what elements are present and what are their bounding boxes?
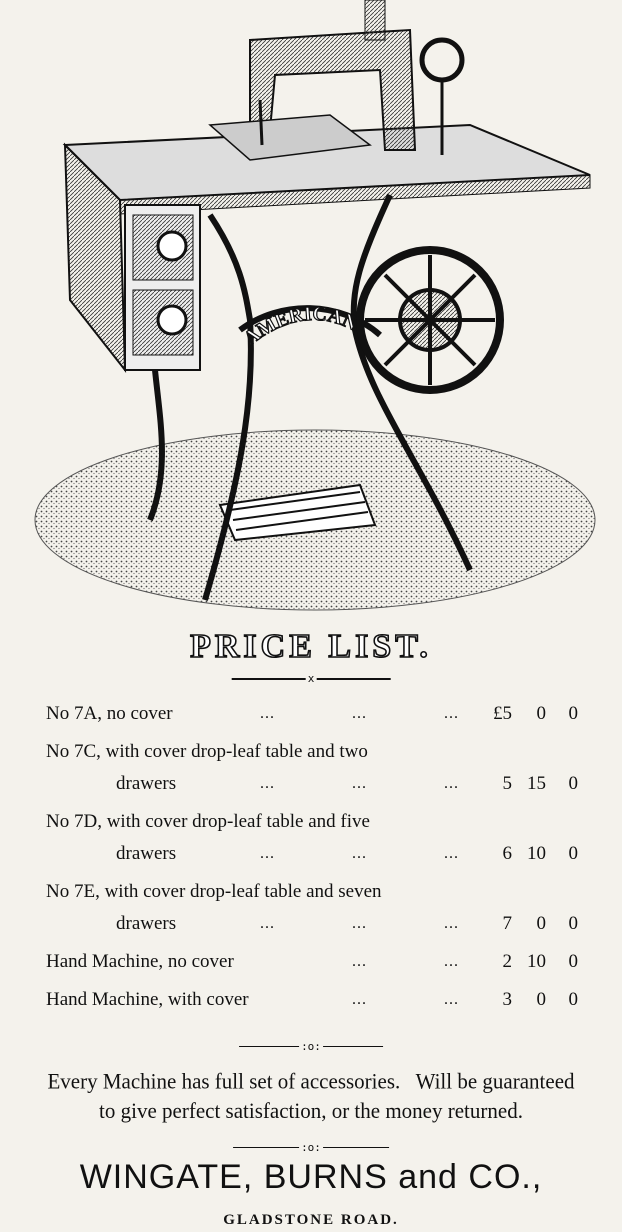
item-description: No 7E, with cover drop-leaf table and seven — [46, 881, 382, 902]
price-row: No 7E, with cover drop-leaf table and seven drawers ... ... ... 7 0 0 — [46, 876, 586, 940]
note-line-2: to give perfect satisfaction, or the money returned. — [99, 1098, 523, 1124]
firm-address: GLADSTONE ROAD. — [223, 1212, 399, 1228]
price-shillings: 10 — [527, 843, 546, 864]
sewing-machine-illustration — [30, 0, 600, 620]
price-row: Hand Machine, with cover ... ... 3 0 0 — [46, 984, 586, 1016]
price-pence: 0 — [568, 913, 578, 934]
item-description: No 7D, with cover drop-leaf table and five — [46, 811, 370, 832]
item-description-cont: drawers — [116, 773, 177, 794]
price-pence: 0 — [568, 773, 578, 794]
price-pence: 0 — [568, 951, 578, 972]
price-pounds: 5 — [502, 773, 512, 794]
price-pounds: 2 — [502, 951, 512, 972]
price-table — [46, 698, 586, 1022]
price-pounds: 7 — [502, 913, 512, 934]
divider-rule: x — [232, 672, 391, 685]
price-list-title: PRICE LIST. — [190, 628, 432, 665]
item-description: No 7A, no cover — [46, 703, 173, 724]
price-row: Hand Machine, no cover ... ... 2 10 0 — [46, 946, 586, 978]
item-description: Hand Machine, with cover — [46, 989, 249, 1010]
price-shillings: 15 — [527, 773, 546, 794]
price-shillings: 0 — [536, 913, 546, 934]
price-shillings: 0 — [536, 703, 546, 724]
price-pounds: £5 — [493, 703, 512, 724]
price-row: No 7A, no cover ... ... ... £5 0 0 — [46, 698, 586, 730]
price-row: No 7C, with cover drop-leaf table and two drawers ... ... ... 5 15 0 — [46, 736, 586, 800]
item-description: Hand Machine, no cover — [46, 951, 234, 972]
divider-rule: :o: — [239, 1040, 383, 1053]
price-pence: 0 — [568, 703, 578, 724]
item-description: No 7C, with cover drop-leaf table and two — [46, 741, 368, 762]
svg-text:AMERICAN — [240, 303, 362, 350]
item-description-cont: drawers — [116, 913, 177, 934]
price-pounds: 6 — [502, 843, 512, 864]
price-pence: 0 — [568, 989, 578, 1010]
firm-name: WINGATE, BURNS and CO., — [79, 1158, 543, 1196]
price-pounds: 3 — [502, 989, 512, 1010]
guarantee-note — [0, 1067, 622, 1126]
price-row: No 7D, with cover drop-leaf table and five drawers ... ... ... 6 10 0 — [46, 806, 586, 870]
price-shillings: 0 — [536, 989, 546, 1010]
note-line-1: Every Machine has full set of accessories. Will be guaranteed — [47, 1068, 575, 1094]
price-shillings: 10 — [527, 951, 546, 972]
stand-lettering: AMERICAN — [239, 302, 361, 350]
divider-rule: :o: — [233, 1141, 389, 1154]
item-description-cont: drawers — [116, 843, 177, 864]
price-pence: 0 — [568, 843, 578, 864]
